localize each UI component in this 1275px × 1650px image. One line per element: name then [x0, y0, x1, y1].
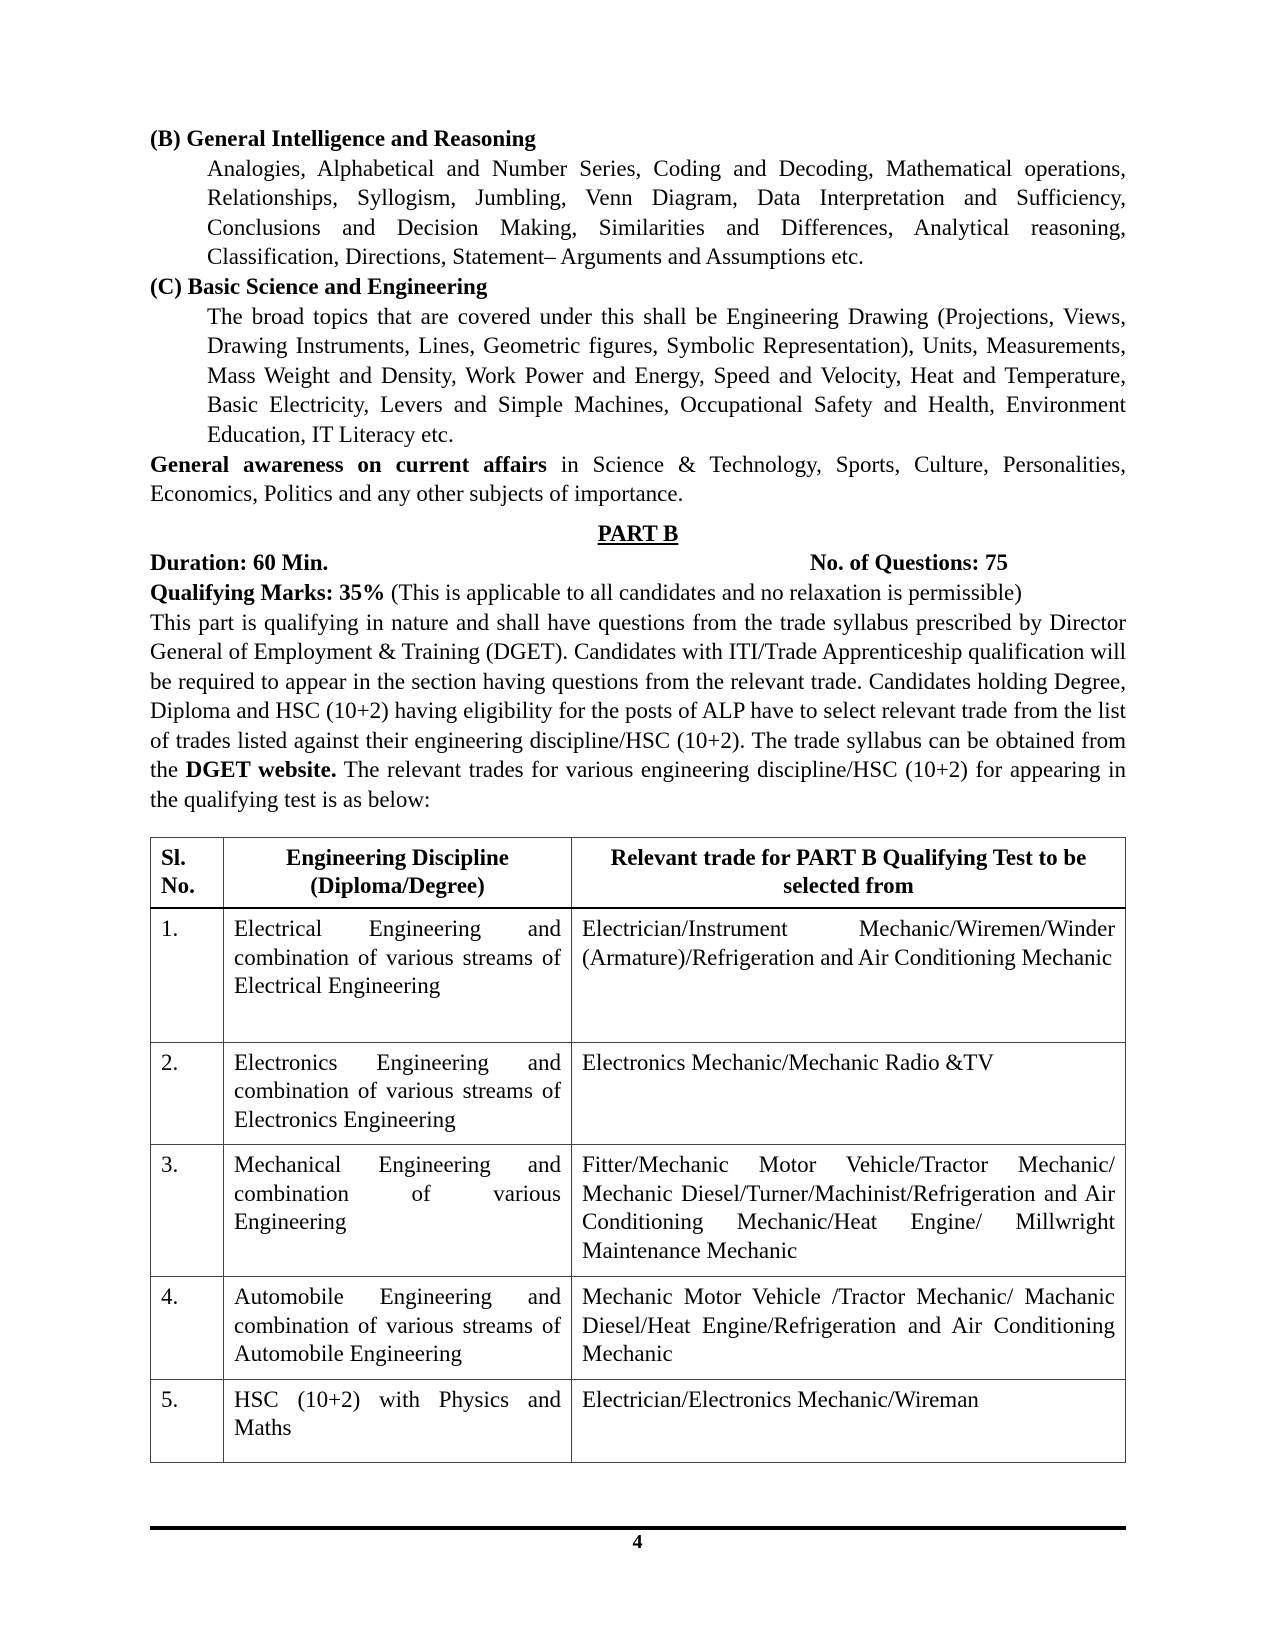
part-b-meta-row — [150, 548, 1126, 578]
header-relevant-trade: Relevant trade for PART B Qualifying Test to be selected from — [572, 837, 1126, 908]
cell-discipline: Electronics Engineering and combination of various streams of Electronics Engineering — [224, 1042, 572, 1145]
table-row — [151, 908, 1126, 1042]
cell-trade: Electronics Mechanic/Mechanic Radio &TV — [572, 1042, 1126, 1145]
footer-rule — [150, 1526, 1126, 1530]
section-c-body: The broad topics that are covered under this shall be Engineering Drawing (Projections, Views, Drawing Instruments, Lines, Geometric figures, Symbolic Representation), Units, Measurements, Mass Weight and Density, Work Power and Energy, Speed and Velocity, Heat and Temperature, Basic Electricity, Levers and Simple Machines, Occupational Safety and Health, Environment Education, IT Literacy etc. — [207, 303, 1126, 447]
cell-sl-no: 2. — [151, 1042, 224, 1145]
cell-sl-no: 1. — [151, 908, 224, 1042]
part-b-duration: Duration: 60 Min. — [150, 550, 329, 576]
cell-discipline: Electrical Engineering and combination of various streams of Electrical Engineering — [224, 908, 572, 1042]
cell-sl-no: 3. — [151, 1145, 224, 1277]
document-page — [150, 124, 1126, 1463]
cell-discipline: HSC (10+2) with Physics and Maths — [224, 1379, 572, 1462]
trade-table-header-row — [151, 837, 1126, 908]
header-engineering-discipline: Engineering Discipline (Diploma/Degree) — [224, 837, 572, 908]
table-row — [151, 1145, 1126, 1277]
dget-website-reference: DGET website. — [185, 757, 337, 783]
part-b-description-text-1: This part is qualifying in nature and shall have questions from the trade syllabus prescribed by Director General of Employment & Training (DGET). Candidates with ITI/Trade Apprenticeship qualification will be required to appear in the section having questions from the relevant trade. Candidates holding Degree, Diploma and HSC (10+2) having eligibility for the posts of ALP have to select relevant trade from the list of trades listed against their engineering discipline/HSC (10+2). The trade syllabus can be obtained from the — [150, 609, 1126, 783]
table-row — [151, 1277, 1126, 1380]
part-b-description-text-2: The relevant trades for various engineering discipline/HSC (10+2) for appearing in the qualifying test is as below: — [150, 757, 1126, 813]
part-b-question-count: No. of Questions: 75 — [809, 550, 1008, 576]
cell-trade: Fitter/Mechanic Motor Vehicle/Tractor Mechanic/ Mechanic Diesel/Turner/Machinist/Refrigeration and Air Conditioning Mechanic/Heat Engine/ Millwright Maintenance Mechanic — [572, 1145, 1126, 1277]
cell-discipline: Mechanical Engineering and combination of various Engineering — [224, 1145, 572, 1277]
general-awareness-text: in Science & Technology, Sports, Culture, Personalities, Economics, Politics and any other subjects of importance. — [150, 451, 1126, 507]
cell-trade: Electrician/Instrument Mechanic/Wiremen/Winder (Armature)/Refrigeration and Air Conditioning Mechanic — [572, 908, 1126, 1042]
cell-sl-no: 4. — [151, 1277, 224, 1380]
section-b-body: Analogies, Alphabetical and Number Series, Coding and Decoding, Mathematical operations, Relationships, Syllogism, Jumbling, Venn Diagram, Data Interpretation and Sufficiency, Conclusions and Decision Making, Similarities and Differences, Analytical reasoning, Classification, Directions, Statement– Arguments and Assumptions etc. — [207, 155, 1126, 270]
qualifying-marks-line — [150, 578, 1126, 608]
table-row — [151, 1042, 1126, 1145]
part-b-description — [150, 608, 1126, 815]
cell-trade: Mechanic Motor Vehicle /Tractor Mechanic/ Machanic Diesel/Heat Engine/Refrigeration and Air Conditioning Mechanic — [572, 1277, 1126, 1380]
table-row — [151, 1379, 1126, 1462]
cell-trade: Electrician/Electronics Mechanic/Wireman — [572, 1379, 1126, 1462]
general-awareness-paragraph — [150, 450, 1126, 509]
section-c-heading: (C) Basic Science and Engineering — [150, 273, 488, 299]
page-number: 4 — [632, 1531, 643, 1553]
qualifying-marks-note: (This is applicable to all candidates and no relaxation is permissible) — [385, 579, 1022, 605]
qualifying-marks-label: Qualifying Marks: 35% — [150, 579, 386, 605]
cell-sl-no: 5. — [151, 1379, 224, 1462]
part-b-title — [150, 519, 1126, 549]
section-b-heading: (B) General Intelligence and Reasoning — [150, 126, 536, 151]
cell-discipline: Automobile Engineering and combination of various streams of Automobile Engineering — [224, 1277, 572, 1380]
general-awareness-lead: General awareness on current affairs — [150, 451, 547, 477]
trade-table — [150, 837, 1126, 1463]
header-sl-no: Sl. No. — [151, 837, 224, 908]
part-b-title-text: PART B — [597, 520, 679, 546]
